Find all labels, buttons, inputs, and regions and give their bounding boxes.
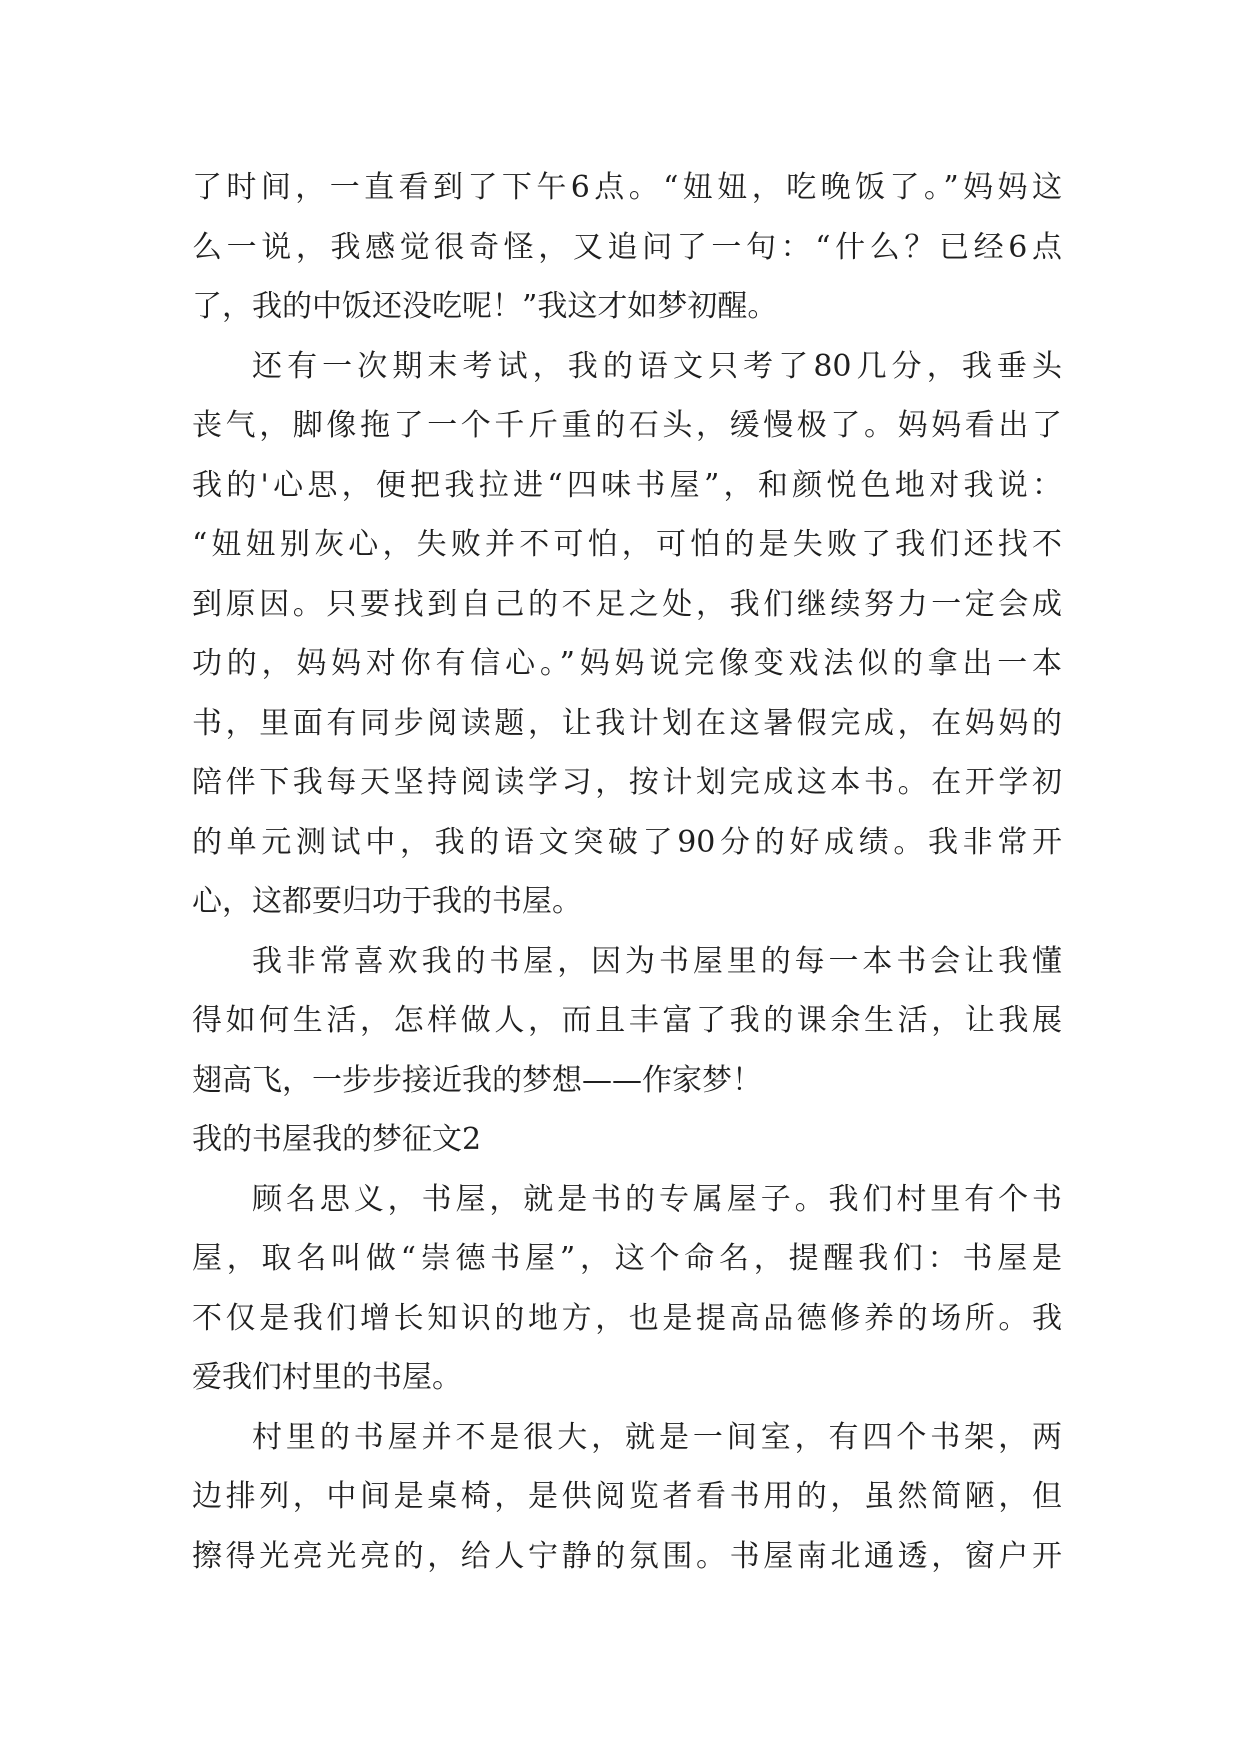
text-line: 了，我的中饭还没吃呢！”我这才如梦初醒。 (192, 289, 778, 324)
text-line: 我的'心思，便把我拉进“四味书屋”，和颜悦色地对我说： (192, 467, 1062, 503)
text-line: 村里的书屋并不是很大，就是一间室，有四个书架，两 (252, 1419, 1062, 1455)
text-line: 心，这都要归功于我的书屋。 (192, 884, 582, 919)
text-line: 边排列，中间是桌椅，是供阅览者看书用的，虽然简陋，但 (192, 1479, 1062, 1514)
paragraph (192, 158, 1062, 337)
text-line: 翅高飞，一步步接近我的梦想——作家梦！ (192, 1062, 762, 1098)
text-line: 得如何生活，怎样做人，而且丰富了我的课余生活，让我展 (192, 1003, 1062, 1038)
text-line: 了时间，一直看到了下午6点。“妞妞，吃晚饭了。”妈妈这 (192, 170, 1062, 205)
text-line: 不仅是我们增长知识的地方，也是提高品德修养的场所。我 (192, 1300, 1062, 1336)
text-line: 书，里面有同步阅读题，让我计划在这暑假完成，在妈妈的 (192, 705, 1062, 741)
text-line: 屋，取名叫做“崇德书屋”，这个命名，提醒我们：书屋是 (192, 1241, 1062, 1276)
text-line: 的单元测试中，我的语文突破了90分的好成绩。我非常开 (192, 824, 1062, 860)
text-line: 丧气，脚像拖了一个千斤重的石头，缓慢极了。妈妈看出了 (192, 408, 1062, 443)
text-line: 还有一次期末考试，我的语文只考了80几分，我垂头 (252, 348, 1062, 384)
paragraph (192, 932, 1062, 1111)
paragraph (192, 337, 1062, 932)
text-line: 顾名思义，书屋，就是书的专属屋子。我们村里有个书 (252, 1181, 1062, 1217)
document-page (192, 158, 1062, 1586)
text-line: “妞妞别灰心，失败并不可怕，可怕的是失败了我们还找不 (192, 527, 1062, 562)
paragraph (192, 1408, 1062, 1587)
text-line: 到原因。只要找到自己的不足之处，我们继续努力一定会成 (192, 586, 1062, 622)
paragraph (192, 1170, 1062, 1408)
text-line: 擦得光亮光亮的，给人宁静的氛围。书屋南北通透，窗户开 (192, 1538, 1062, 1574)
text-line: 我非常喜欢我的书屋，因为书屋里的每一本书会让我懂 (252, 943, 1062, 979)
text-line: 么一说，我感觉很奇怪，又追问了一句：“什么？已经6点 (192, 229, 1062, 265)
section-title: 我的书屋我的梦征文2 (192, 1122, 482, 1157)
text-line: 陪伴下我每天坚持阅读学习，按计划完成这本书。在开学初 (192, 765, 1062, 800)
text-line: 功的，妈妈对你有信心。”妈妈说完像变戏法似的拿出一本 (192, 646, 1062, 681)
text-line: 爱我们村里的书屋。 (192, 1360, 462, 1395)
